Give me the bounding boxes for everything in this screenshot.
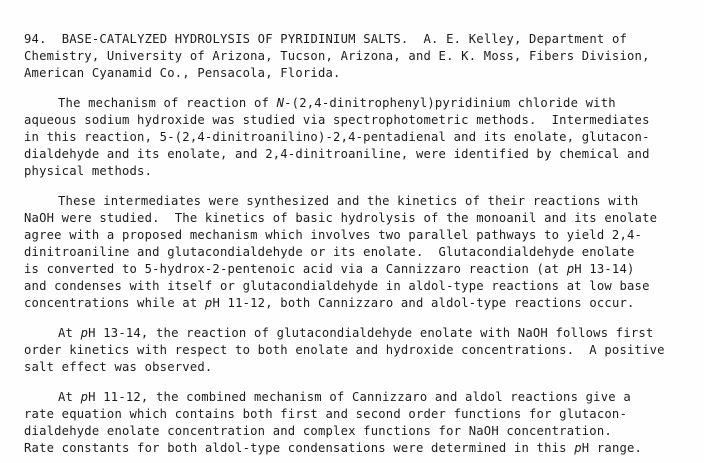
paragraph-2-line-7 (24, 295, 635, 312)
text-run: concentrations while at (24, 296, 205, 310)
paragraph-1-line-1 (58, 95, 616, 112)
text-run: At (58, 326, 81, 340)
abstract-heading-line-2: Chemistry, University of Arizona, Tucson, Arizona, and E. K. Moss, Fibers Division, (24, 49, 650, 63)
text-run: is converted to 5-hydrox-2-pentenoic acid via a Cannizzaro reaction (at (24, 262, 567, 276)
abstract-number: 94. (24, 32, 47, 46)
italic-p: p (566, 262, 575, 276)
paragraph-3-line-2: order kinetics with respect to both enolate and hydroxide concentrations. A positive (24, 343, 665, 357)
italic-p: p (80, 390, 89, 404)
paragraph-3-line-1 (58, 325, 653, 342)
paragraph-4-line-2: rate equation which contains both first and second order functions for glutacon- (24, 407, 627, 421)
text-run: H 11-12, both Cannizzaro and aldol-type reactions occur. (212, 296, 635, 310)
italic-p: p (574, 441, 582, 455)
paragraph-4-line-3: dialdehyde enolate concentration and complex functions for NaOH concentration. (24, 424, 612, 438)
text-run: The mechanism of reaction of (58, 96, 277, 110)
italic-n: N (276, 96, 285, 110)
paragraph-2-line-2: NaOH were studied. The kinetics of basic hydrolysis of the monoanil and its enolate (24, 211, 658, 225)
text-run: -(2,4-dinitrophenyl)pyridinium chloride with (284, 96, 616, 110)
abstract-title: BASE-CATALYZED HYDROLYSIS OF PYRIDINIUM SALTS. (61, 32, 409, 46)
abstract-heading-line-3: American Cyanamid Co., Pensacola, Florida. (24, 66, 341, 80)
paragraph-3-line-3: salt effect was observed. (24, 360, 213, 374)
text-run: H range. (581, 441, 643, 455)
paragraph-4-line-4 (24, 440, 642, 457)
paragraph-4-line-1 (58, 389, 631, 406)
paragraph-1-line-5: physical methods. (24, 164, 153, 178)
text-run: At (58, 390, 81, 404)
author-kelley: A. E. Kelley, Department of (423, 32, 628, 46)
paragraph-2-line-1: These intermediates were synthesized and the kinetics of their reactions with (58, 194, 639, 208)
text-run: H 11-12, the combined mechanism of Cannizzaro and aldol reactions give a (88, 390, 631, 404)
paragraph-2-line-5 (24, 261, 635, 278)
text-run: H 13-14, the reaction of glutacondialdehyde enolate with NaOH follows first (88, 326, 654, 340)
paragraph-1-line-3: in this reaction, 5-(2,4-dinitroanilino)-2,4-pentadienal and its enolate, glutacon- (24, 130, 650, 144)
italic-p: p (80, 326, 89, 340)
text-run: Rate constants for both aldol-type condensations were determined in this (24, 441, 575, 455)
paragraph-2-line-4: dinitroaniline and glutacondialdehyde or its enolate. Glutacondialdehyde enolate (24, 245, 635, 259)
abstract-heading-line-1 (24, 31, 627, 48)
paragraph-2-line-3: agree with a proposed mechanism which involves two parallel pathways to yield 2,4- (24, 228, 643, 242)
paragraph-1-line-2: aqueous sodium hydroxide was studied via spectrophotometric methods. Intermediates (24, 113, 650, 127)
text-run: H 13-14) (574, 262, 635, 276)
paragraph-1-line-4: dialdehyde and its enolate, and 2,4-dinitroaniline, were identified by chemical and (24, 147, 650, 161)
italic-p: p (204, 296, 213, 310)
paragraph-2-line-6: and condenses with itself or glutacondialdehyde in aldol-type reactions at low base (24, 279, 650, 293)
